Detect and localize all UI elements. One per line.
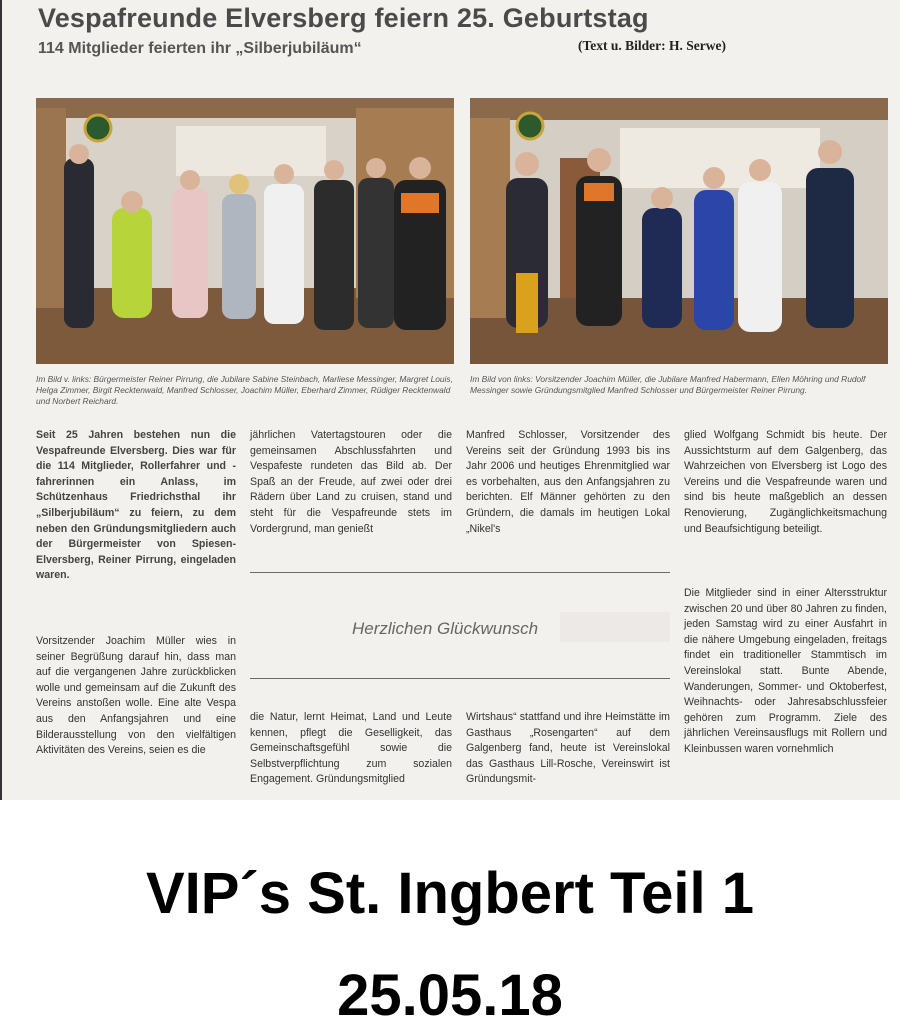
footer-date: 25.05.18 <box>337 963 563 1028</box>
box-bottom-rule <box>250 678 670 679</box>
greeting-box-text: Herzlichen Glückwunsch <box>352 619 539 638</box>
footer-title: VIP´s St. Ingbert Teil 1 <box>145 861 755 926</box>
article-column-2-bottom: die Natur, lernt Heimat, Land und Leute kennen, pflegt die Geselligkeit, das Gemeinschaftsgefühl sowie die Selbstverpflichtung zum sozialen Engagement. Gründungsmitglied <box>250 711 452 786</box>
photo-caption-right: Im Bild von links: Vorsitzender Joachim Müller, die Jubilare Manfred Habermann, Ellen Möhring und Rudolf Messinger sowie Gründungsmitglied Manfred Schlosser und Bürgermeister Reiner Pirrung. <box>470 374 866 395</box>
article-subheadline: 114 Mitglieder feierten ihr „Silberjubiläum“ <box>38 40 362 57</box>
article-column-4-bottom: Die Mitglieder sind in einer Altersstruktur zwischen 20 und über 80 Jahren zu finden, jeden Samstag wird zu einer Ausfahrt in die nähere Umgebung eingeladen, freitags findet ein traditioneller Stammtisch im Vereinslokal statt. Bunte Abende, Wanderungen, Sommer- und Oktoberfest, Weihnachts- oder Jahresabschlussfeier gehören zum Programm. Ziele des jährlichen Vereinsausflugs mit Rollern und Kleinbussen waren vornehmlich <box>684 587 887 755</box>
article-headline: Vespafreunde Elversberg feiern 25. Geburtstag <box>38 3 649 33</box>
group-photo-left <box>36 98 454 364</box>
group-photo-right <box>470 98 888 364</box>
article-lead-paragraph: Seit 25 Jahren bestehen nun die Vespafreunde Elversberg. Dies war für die 114 Mitglieder, Rollerfahrer und -fahrerinnen ein Anlass, im Schützenhaus Friedrichsthal ihr „Silberjubiläum“ zu feiern, zu dem neben den Gründungsmitgliedern auch der Bürgermeister von Spiesen-Elversberg, Reiner Pirrung, eingeladen waren. <box>36 429 236 582</box>
photo-caption-left: Im Bild v. links: Bürgermeister Reiner Pirrung, die Jubilare Sabine Steinbach, Marliese Messinger, Margret Louis, Helga Zimmer, Birgit Recktenwald, Manfred Schlosser, Joachim Müller, Eberhard Zimmer, Rüdiger Recktenwald und Norbert Reichard. <box>36 374 453 406</box>
article-column-3-top: Manfred Schlosser, Vorsitzender des Vereins seit der Gründung 1993 bis ins Jahr 2006 und heutiges Ehrenmitglied war es vorbehalten, aus den Anfangsjahren zu berichten. Elf Männer gehörten zu den Gründern, die damals im heutigen Lokal „Nikel's <box>466 429 670 535</box>
faded-print-overlay <box>560 612 670 642</box>
scan-edge <box>0 0 2 800</box>
photo-credit: (Text u. Bilder: H. Serwe) <box>578 38 726 53</box>
article-column-3-bottom: Wirtshaus“ stattfand und ihre Heimstätte im Gasthaus „Rosengarten“ auf dem Galgenberg fand, heute ist Vereinslokal das Gasthaus Lill-Rosche, Vereinswirt ist Gründungsmit- <box>466 711 670 786</box>
article-column-4-top: glied Wolfgang Schmidt bis heute. Der Aussichtsturm auf dem Galgenberg, das Wahrzeichen von Elversberg ist Logo des Vereins und die Vespafreunde waren und sind bis heute maßgeblich an dessen Renovierung, Zugänglichkeitsmachung und Beaufsichtigung beteiligt. <box>684 429 887 535</box>
article-column-1-text: Vorsitzender Joachim Müller wies in seiner Begrüßung darauf hin, dass man auf die vergangenen Jahre zurückblicken wolle und gemeinsam auf die Zukunft des Vereins anstoßen wolle. Eine alte Vespa aus den Anfangsjahren und eine Bilderausstellung von den vielfältigen Aktivitäten des Vereins, seien es die <box>36 635 236 757</box>
article-column-2-top: jährlichen Vatertagstouren oder die gemeinsamen Abschlussfahrten und Vespafeste rundeten das Bild ab. Der Spaß an der Freude, auf zwei oder drei Rädern über Land zu cruisen, stand und steht für die Vespafreunde stets im Vordergrund, man genießt <box>250 429 452 535</box>
box-top-rule <box>250 572 670 573</box>
